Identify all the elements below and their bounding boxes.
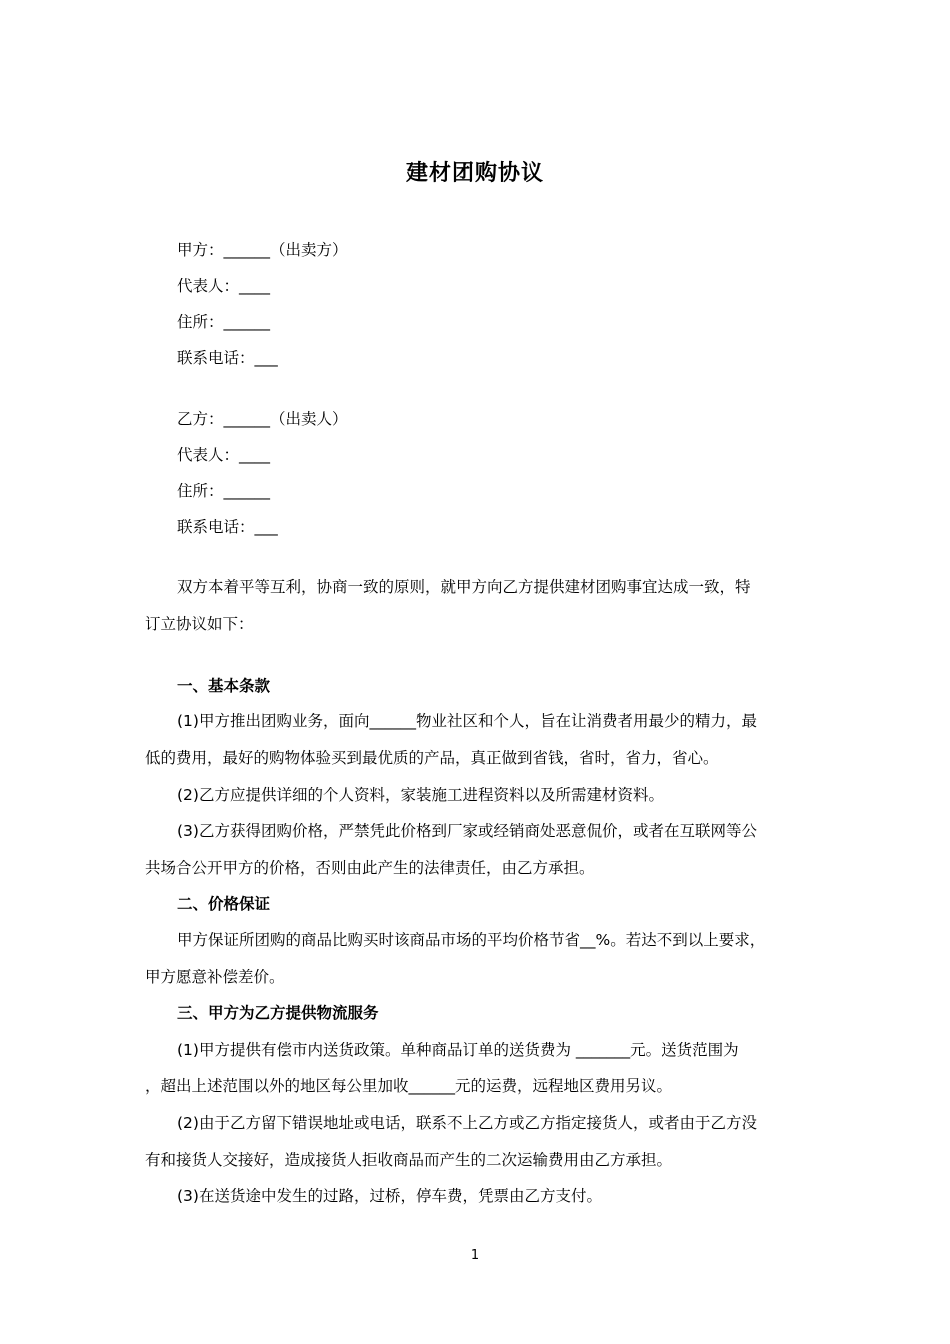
party-b-name: 乙方：______（出卖人） — [177, 410, 348, 428]
section-3-heading: 三、甲方为乙方提供物流服务 — [177, 1004, 379, 1022]
party-a-name: 甲方：______（出卖方） — [177, 241, 348, 259]
section-2-heading: 二、价格保证 — [177, 895, 271, 913]
section-1-p1-line-2: 低的费用，最好的购物体验买到最优质的产品，真正做到省钱，省时，省力，省心。 — [145, 749, 719, 767]
party-b-phone: 联系电话：___ — [177, 518, 278, 536]
intro-line-1: 双方本着平等互利，协商一致的原则，就甲方向乙方提供建材团购事宜达成一致，特 — [177, 578, 751, 596]
section-1-p1-line-1: (1)甲方推出团购业务，面向______物业社区和个人，旨在让消费者用最少的精力，最 — [177, 712, 757, 730]
section-3-p3: (3)在送货途中发生的过路，过桥，停车费，凭票由乙方支付。 — [177, 1187, 602, 1205]
section-3-p1-line-1: (1)甲方提供有偿市内送货政策。单种商品订单的送货费为 _______元。送货范围为 — [177, 1041, 739, 1059]
party-a-address: 住所：______ — [177, 313, 271, 331]
party-a-phone: 联系电话：___ — [177, 349, 278, 367]
section-1-p3-line-2: 共场合公开甲方的价格，否则由此产生的法律责任，由乙方承担。 — [145, 859, 595, 877]
party-b-rep: 代表人：____ — [177, 446, 271, 464]
intro-line-2: 订立协议如下： — [145, 615, 254, 633]
section-1-p2: (2)乙方应提供详细的个人资料，家装施工进程资料以及所需建材资料。 — [177, 786, 664, 804]
section-2-p1-line-1: 甲方保证所团购的商品比购买时该商品市场的平均价格节省__%。若达不到以上要求， — [177, 931, 766, 949]
section-3-p1-line-2: ，超出上述范围以外的地区每公里加收______元的运费，远程地区费用另议。 — [145, 1077, 673, 1095]
section-3-p2-line-2: 有和接货人交接好，造成接货人拒收商品而产生的二次运输费用由乙方承担。 — [145, 1151, 673, 1169]
section-2-p1-line-2: 甲方愿意补偿差价。 — [145, 968, 285, 986]
party-a-rep: 代表人：____ — [177, 277, 271, 295]
section-1-p3-line-1: (3)乙方获得团购价格，严禁凭此价格到厂家或经销商处恶意侃价，或者在互联网等公 — [177, 822, 757, 840]
document-title: 建材团购协议 — [405, 160, 544, 186]
party-b-address: 住所：______ — [177, 482, 271, 500]
page-number: 1 — [470, 1248, 480, 1263]
section-1-heading: 一、基本条款 — [177, 677, 271, 695]
section-3-p2-line-1: (2)由于乙方留下错误地址或电话，联系不上乙方或乙方指定接货人，或者由于乙方没 — [177, 1114, 757, 1132]
